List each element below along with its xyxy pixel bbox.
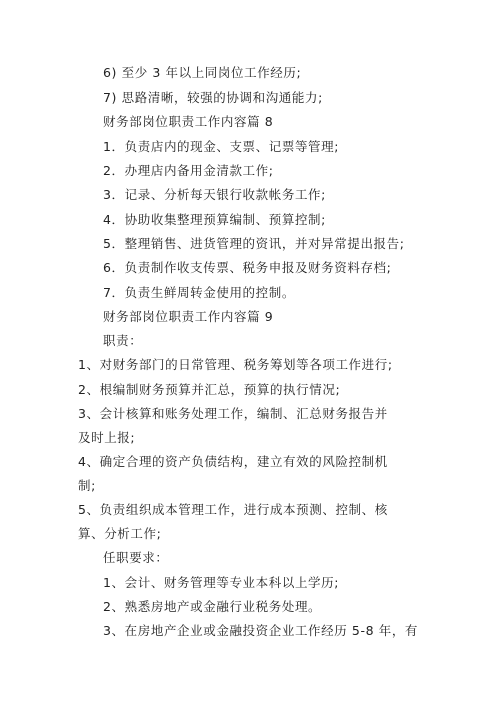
- text-line: 7) 思路清晰，较强的协调和沟通能力;: [103, 90, 323, 105]
- text-line: 3、会计核算和账务处理工作，编制、汇总财务报告并: [78, 406, 388, 421]
- text-line: 任职要求：: [103, 550, 169, 565]
- text-line: 6．负责制作收支传票、税务申报及财务资料存档;: [103, 260, 392, 275]
- text-line: 制;: [78, 478, 96, 493]
- section-heading: 财务部岗位职责工作内容篇 8: [103, 114, 274, 129]
- text-line: 4．协助收集整理预算编制、预算控制;: [103, 212, 326, 227]
- text-line: 及时上报;: [78, 430, 136, 445]
- text-line: 1．负责店内的现金、支票、记票等管理;: [103, 139, 340, 154]
- text-line: 6) 至少 3 年以上同岗位工作经历;: [103, 65, 302, 80]
- text-line: 职责：: [103, 333, 143, 348]
- text-line: 2、熟悉房地产或金融行业税务处理。: [103, 599, 322, 614]
- text-line: 5．整理销售、进货管理的资讯，并对异常提出报告;: [103, 236, 405, 251]
- text-line: 2、根编制财务预算并汇总，预算的执行情况;: [78, 382, 341, 397]
- text-line: 算、分析工作;: [78, 526, 162, 541]
- text-line: 7．负责生鲜周转金使用的控制。: [103, 285, 295, 300]
- text-line: 3．记录、分析每天银行收款帐务工作;: [103, 187, 326, 202]
- text-line: 5、负责组织成本管理工作，进行成本预测、控制、核: [78, 502, 388, 517]
- text-line: 1、对财务部门的日常管理、税务筹划等各项工作进行;: [78, 357, 393, 372]
- text-line: 4、确定合理的资产负债结构，建立有效的风险控制机: [78, 454, 388, 469]
- text-line: 1、会计、财务管理等专业本科以上学历;: [103, 575, 340, 590]
- text-line: 2．办理店内备用金清款工作;: [103, 163, 274, 178]
- text-line: 3、在房地产企业或金融投资企业工作经历 5-8 年，有: [103, 623, 419, 638]
- section-heading: 财务部岗位职责工作内容篇 9: [103, 309, 274, 324]
